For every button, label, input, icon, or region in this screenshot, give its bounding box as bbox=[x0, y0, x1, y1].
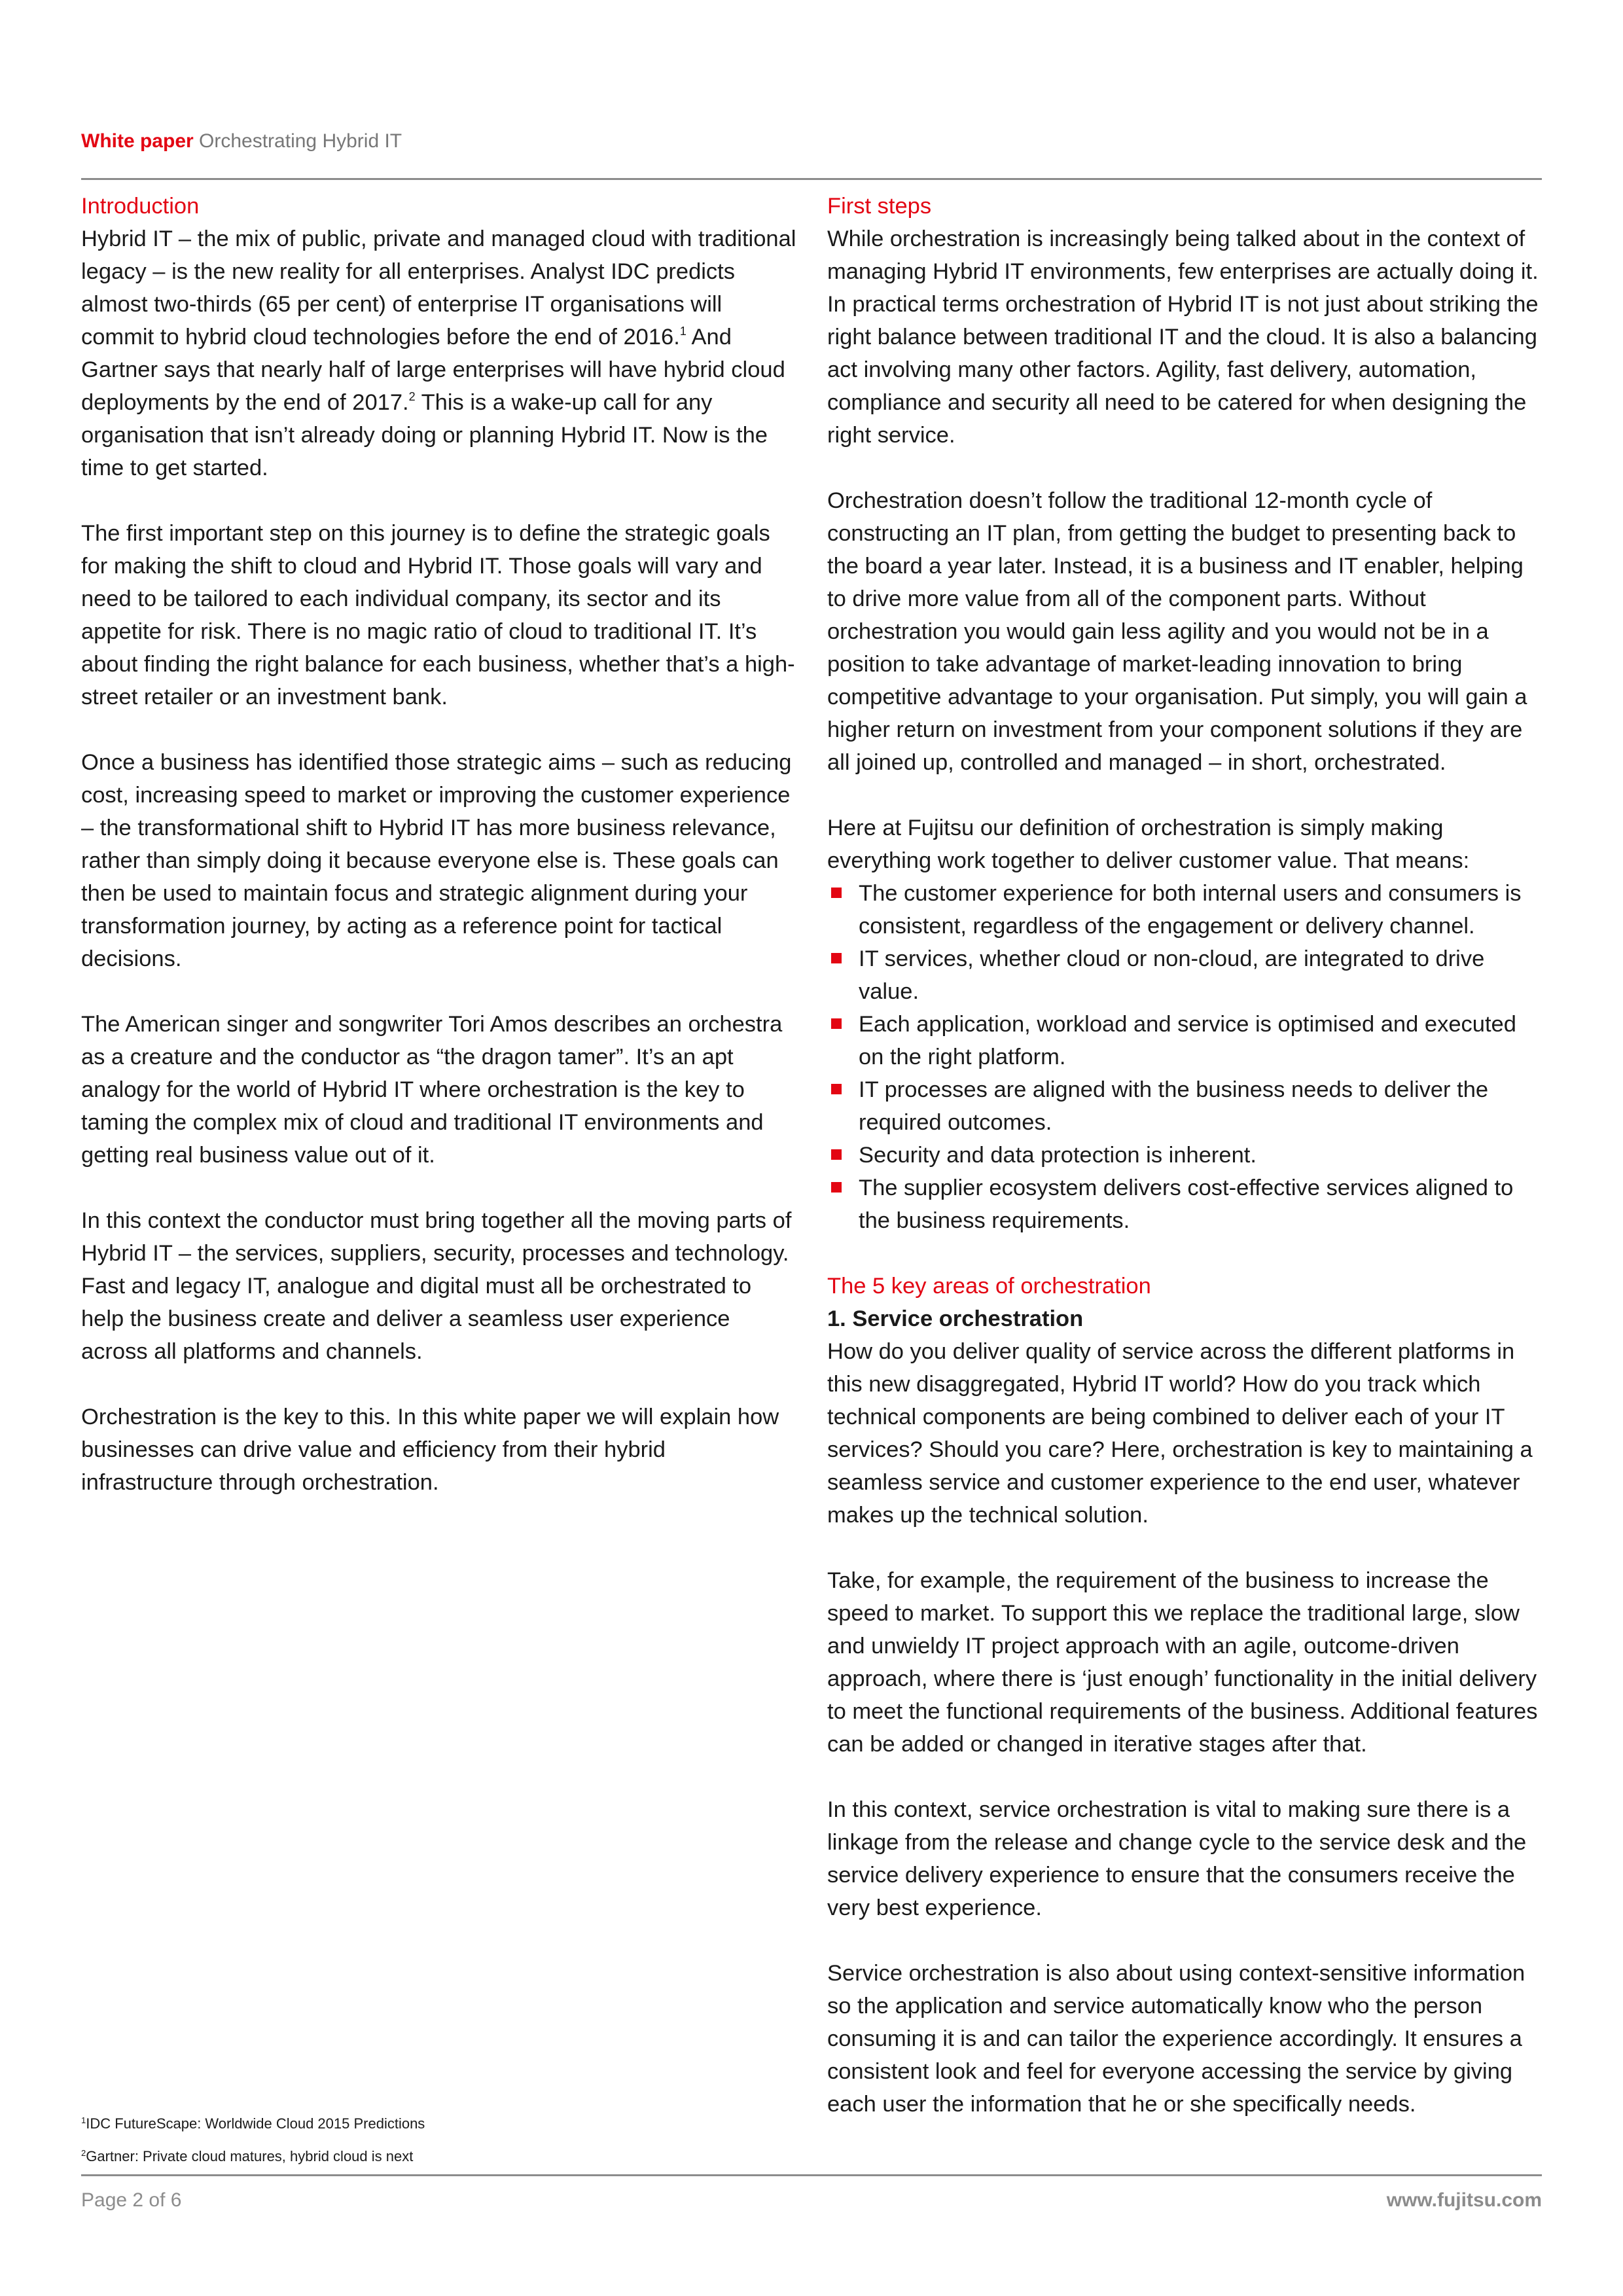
intro-paragraph-2: The first important step on this journey is to define the strategic goals for making the shift to cloud and Hybrid IT. Those goals will vary and need to be tailored to each individual company, its sector and its appetite for risk. There is no magic ratio of cloud to traditional IT. It’s about finding the right balance for each business, whether that’s a high-street retailer or an investment bank. bbox=[81, 521, 795, 709]
header-title: Orchestrating Hybrid IT bbox=[199, 130, 402, 152]
intro-paragraph-1: Hybrid IT – the mix of public, private and managed cloud with traditional legacy – is the new reality for all enterprises. Analyst IDC predicts almost two-thirds (65 per cent) of enterprise IT organisations will commit to hybrid cloud technologies before the end of 2016.$^1$ And Gartner says that nearly half of large enterprises will have hybrid cloud deployments by the end of 2017.$^2$ This is a wake-up call for any organisation that isn’t already doing or planning Hybrid IT. Now is the time to get started. bbox=[81, 226, 796, 480]
introduction-heading: Introduction bbox=[81, 194, 200, 219]
service-paragraph-2: Take, for example, the requirement of the business to increase the speed to market. To support this we replace the traditional large, slow and unwieldy IT project approach with an agile, outcome-driven approach, where there is ‘just enough’ functionality in the initial delivery to meet the functional requirements of the business. Additional features can be added or changed in iterative stages after that. bbox=[827, 1568, 1538, 1757]
footnote-2: $^2$Gartner: Private cloud matures, hybrid cloud is next bbox=[81, 2148, 414, 2164]
footer-rule bbox=[81, 2174, 1542, 2176]
website-link[interactable]: www.fujitsu.com bbox=[1386, 2189, 1542, 2211]
bullet-square-icon bbox=[831, 1149, 842, 1160]
intro-paragraph-5: In this context the conductor must bring together all the moving parts of Hybrid IT – the services, suppliers, security, processes and technology. Fast and legacy IT, analogue and digital must all be orchestrated to help the business create and deliver a seamless user experience across all platforms and channels. bbox=[81, 1208, 792, 1364]
key-areas-heading: The 5 key areas of orchestration bbox=[827, 1274, 1151, 1299]
first-steps-paragraph-3: Here at Fujitsu our definition of orchestration is simply making everything work together to deliver customer value. That means: bbox=[827, 816, 1470, 873]
page-header bbox=[81, 128, 402, 154]
footnote-1: $^1$IDC FutureScape: Worldwide Cloud 2015 Predictions bbox=[81, 2115, 425, 2132]
first-steps-heading: First steps bbox=[827, 194, 932, 219]
list-item: The supplier ecosystem delivers cost-effective services aligned to the business requirements. bbox=[827, 1172, 1544, 1237]
list-item: IT services, whether cloud or non-cloud, are integrated to drive value. bbox=[827, 942, 1544, 1008]
intro-paragraph-3: Once a business has identified those strategic aims – such as reducing cost, increasing speed to market or improving the customer experience – the transformational shift to Hybrid IT has more business relevance, rather than simply doing it because everyone else is. These goals can then be used to maintain focus and strategic alignment during your transformation journey, by acting as a reference point for tactical decisions. bbox=[81, 750, 792, 971]
service-paragraph-1: How do you deliver quality of service across the different platforms in this new disaggregated, Hybrid IT world? How do you track which technical components are being combined to deliver each of your IT services? Should you care? Here, orchestration is key to maintaining a seamless service and customer experience to the end user, whatever makes up the technical solution. bbox=[827, 1339, 1533, 1528]
bullet-square-icon bbox=[831, 1182, 842, 1193]
list-item: Security and data protection is inherent. bbox=[827, 1139, 1544, 1172]
header-label: White paper bbox=[81, 130, 194, 152]
header-rule bbox=[81, 178, 1542, 180]
page-number: Page 2 of 6 bbox=[81, 2189, 182, 2211]
footnote-ref-2: 2 bbox=[408, 390, 416, 403]
right-column bbox=[827, 190, 1544, 2153]
intro-paragraph-6: Orchestration is the key to this. In this white paper we will explain how businesses can drive value and efficiency from their hybrid infrastructure through orchestration. bbox=[81, 1405, 779, 1495]
service-paragraph-4: Service orchestration is also about using context-sensitive information so the application and service automatically know who the person consuming it is and can tailor the experience accordingly. It ensures a consistent look and feel for everyone accessing the service by giving each user the information that he or she specifically needs. bbox=[827, 1961, 1525, 2117]
bullet-square-icon bbox=[831, 953, 842, 963]
first-steps-paragraph-2: Orchestration doesn’t follow the traditional 12-month cycle of constructing an IT plan, from getting the budget to presenting back to the board a year later. Instead, it is a business and IT enabler, helping to drive more value from all of the component parts. Without orchestration you would gain less agility and you would not be in a position to take advantage of market-leading innovation to bring competitive advantage to your organisation. Put simply, you will gain a higher return on investment from your component solutions if they are all joined up, controlled and managed – in short, orchestrated. bbox=[827, 488, 1527, 775]
service-paragraph-3: In this context, service orchestration is vital to making sure there is a linkage from the release and change cycle to the service desk and the service delivery experience to ensure that the consumers receive the very best experience. bbox=[827, 1797, 1527, 1920]
first-steps-paragraph-1: While orchestration is increasingly being talked about in the context of managing Hybrid IT environments, few enterprises are actually doing it. In practical terms orchestration of Hybrid IT is not just about striking the right balance between traditional IT and the cloud. It is also a balancing act involving many other factors. Agility, fast delivery, automation, compliance and security all need to be catered for when designing the right service. bbox=[827, 226, 1539, 448]
list-item: Each application, workload and service is optimised and executed on the right platform. bbox=[827, 1008, 1544, 1073]
orchestration-definition-list bbox=[827, 877, 1544, 1237]
bullet-square-icon bbox=[831, 1084, 842, 1094]
footnote-ref-1: 1 bbox=[679, 325, 687, 338]
service-orchestration-heading: 1. Service orchestration bbox=[827, 1306, 1084, 1331]
list-item: The customer experience for both internal users and consumers is consistent, regardless of the engagement or delivery channel. bbox=[827, 877, 1544, 942]
intro-paragraph-4: The American singer and songwriter Tori Amos describes an orchestra as a creature and the conductor as “the dragon tamer”. It’s an apt analogy for the world of Hybrid IT where orchestration is the key to taming the complex mix of cloud and traditional IT environments and getting real business value out of it. bbox=[81, 1012, 783, 1168]
bullet-square-icon bbox=[831, 1018, 842, 1029]
left-column bbox=[81, 190, 798, 1532]
footnotes bbox=[81, 2108, 736, 2173]
list-item: IT processes are aligned with the business needs to deliver the required outcomes. bbox=[827, 1073, 1544, 1139]
bullet-square-icon bbox=[831, 888, 842, 898]
